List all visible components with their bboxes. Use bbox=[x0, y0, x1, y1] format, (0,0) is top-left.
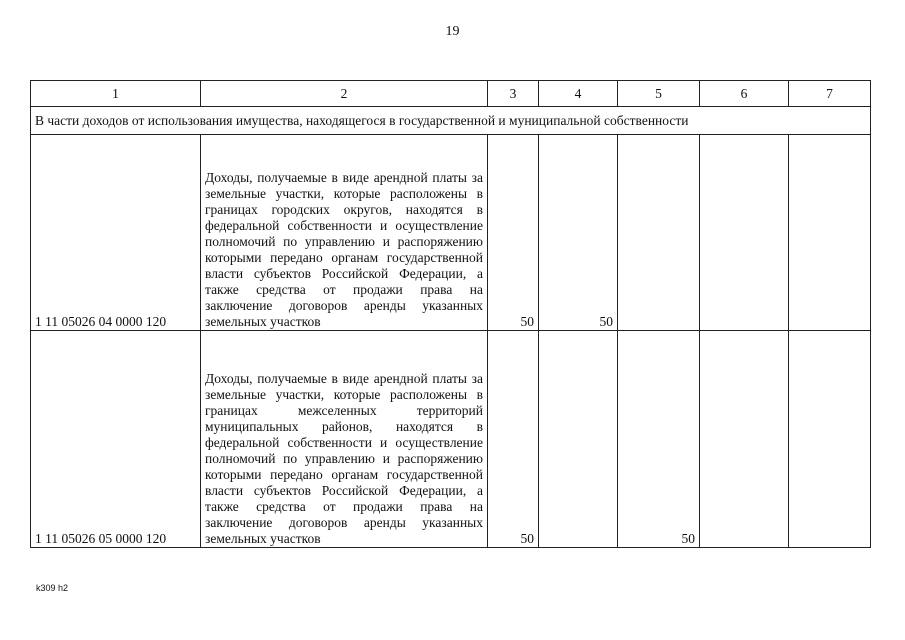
revenue-description: Доходы, получаемые в виде арендной платы за земельные участки, которые расположены в границах городских округов, находятся в федеральной собственности и осуществление полномочий по управлению и распоряжению которыми передано органам государственной власти субъектов Российской Федерации, а также средства от продажи права на заключение договоров аренды указанных земельных участков bbox=[201, 135, 488, 331]
column-header: 3 bbox=[488, 81, 539, 107]
value-col7 bbox=[789, 331, 871, 548]
column-header: 4 bbox=[539, 81, 618, 107]
table-row bbox=[31, 135, 871, 331]
value-col6 bbox=[700, 135, 789, 331]
value-col5: 50 bbox=[618, 331, 700, 548]
section-title: В части доходов от использования имущества, находящегося в государственной и муниципальной собственности bbox=[31, 107, 871, 135]
value-col3: 50 bbox=[488, 135, 539, 331]
column-header: 2 bbox=[201, 81, 488, 107]
revenue-description: Доходы, получаемые в виде арендной платы за земельные участки, которые расположены в границах межселенных территорий муниципальных районов, находятся в федеральной собственности и осуществление полномочий по управлению и распоряжению которыми передано органам государственной власти субъектов Российской Федерации, а также средства от продажи права на заключение договоров аренды указанных земельных участков bbox=[201, 331, 488, 548]
table-row bbox=[31, 331, 871, 548]
value-col3: 50 bbox=[488, 331, 539, 548]
value-col4: 50 bbox=[539, 135, 618, 331]
footer-mark: k309 h2 bbox=[36, 583, 69, 593]
revenue-code: 1 11 05026 04 0000 120 bbox=[31, 135, 201, 331]
value-col4 bbox=[539, 331, 618, 548]
section-row bbox=[31, 107, 871, 135]
column-header: 7 bbox=[789, 81, 871, 107]
column-header: 5 bbox=[618, 81, 700, 107]
value-col5 bbox=[618, 135, 700, 331]
column-header: 1 bbox=[31, 81, 201, 107]
value-col6 bbox=[700, 331, 789, 548]
page-number: 19 bbox=[445, 24, 460, 39]
table-header-row bbox=[31, 81, 871, 107]
revenue-code: 1 11 05026 05 0000 120 bbox=[31, 331, 201, 548]
column-header: 6 bbox=[700, 81, 789, 107]
revenue-table bbox=[30, 80, 871, 548]
value-col7 bbox=[789, 135, 871, 331]
